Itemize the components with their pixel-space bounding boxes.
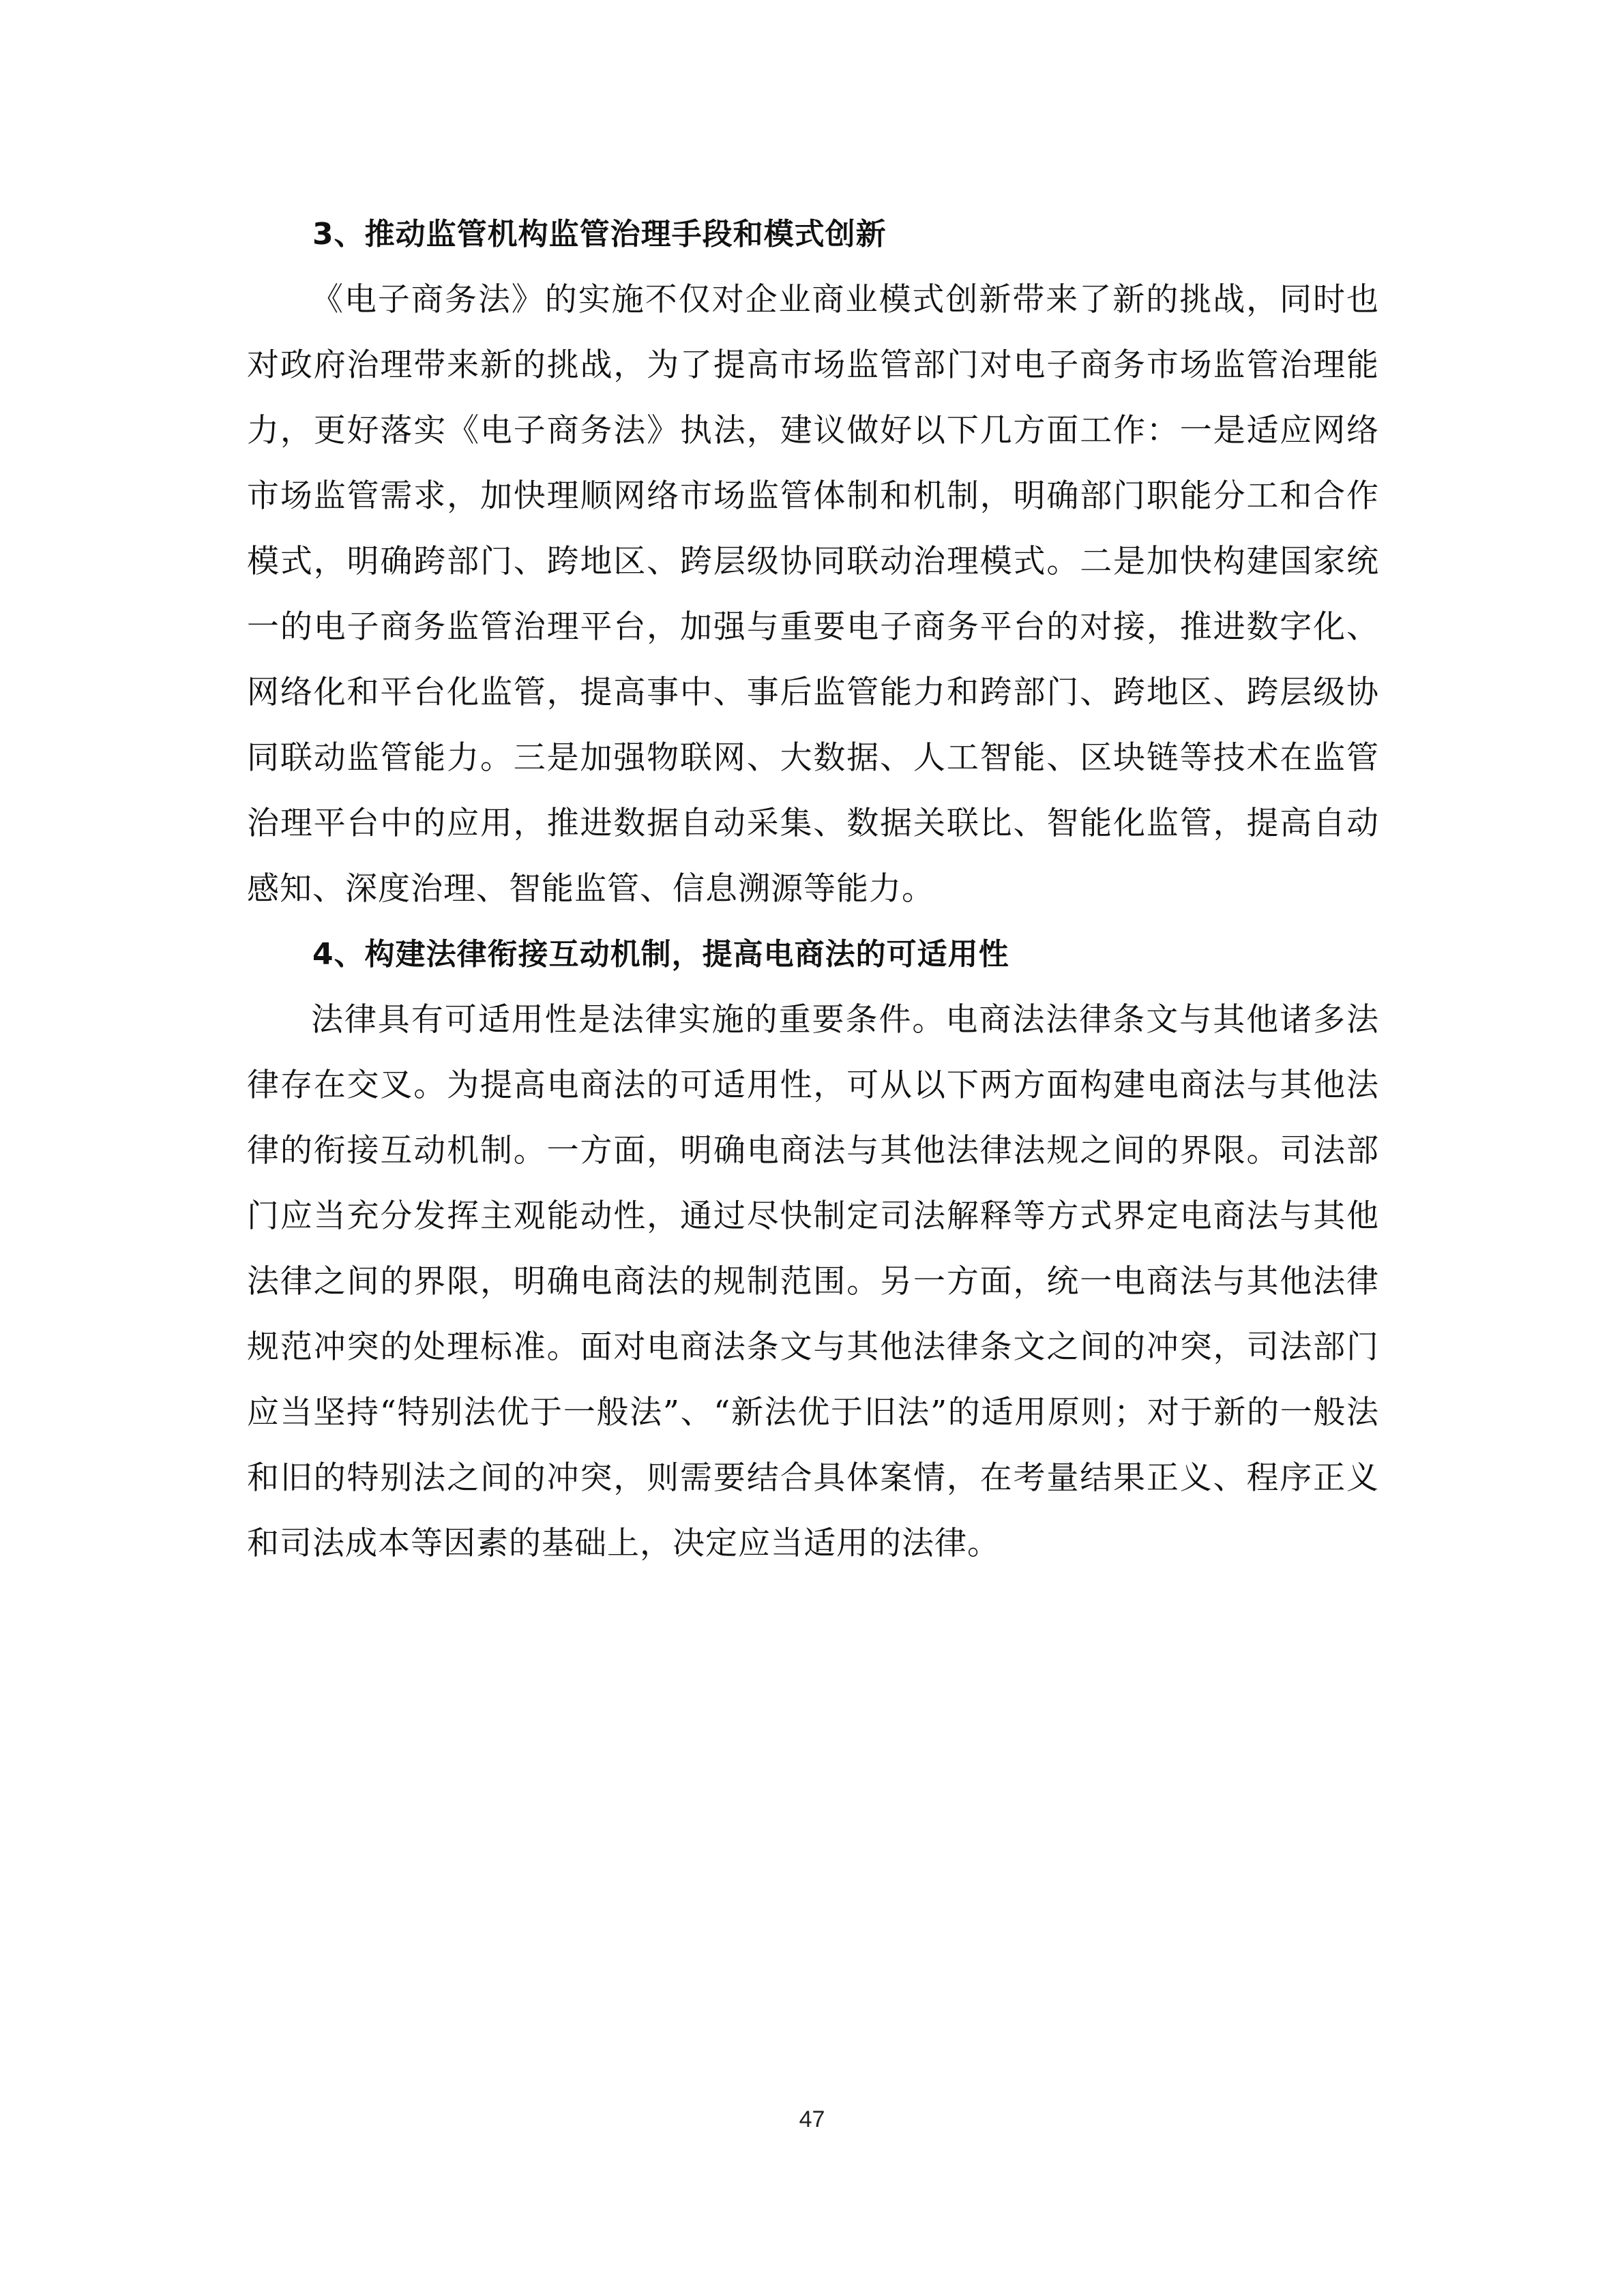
- section-heading-4: 4、构建法律衔接互动机制，提高电商法的可适用性: [312, 937, 1009, 972]
- section-heading-3: 3、推动监管机构监管治理手段和模式创新: [312, 217, 887, 252]
- section-paragraph-4: 法律具有可适用性是法律实施的重要条件。电商法法律条文与其他诸多法律存在交叉。为提高电商法的可适用性，可从以下两方面构建电商法与其他法律的衔接互动机制。一方面，明确电商法与其他法律法规之间的界限。司法部门应当充分发挥主观能动性，通过尽快制定司法解释等方式界定电商法与其他法律之间的界限，明确电商法的规制范围。另一方面，统一电商法与其他法律规范冲突的处理标准。面对电商法条文与其他法律条文之间的冲突，司法部门应当坚持“特别法优于一般法”、“新法优于旧法”的适用原则；对于新的一般法和旧的特别法之间的冲突，则需要结合具体案情，在考量结果正义、程序正义和司法成本等因素的基础上，决定应当适用的法律。: [247, 1001, 1379, 1562]
- page-number: 47: [799, 2106, 825, 2132]
- page-content: [247, 202, 1379, 1577]
- section-paragraph-3: 《电子商务法》的实施不仅对企业商业模式创新带来了新的挑战，同时也对政府治理带来新的挑战，为了提高市场监管部门对电子商务市场监管治理能力，更好落实《电子商务法》执法，建议做好以下几方面工作：一是适应网络市场监管需求，加快理顺网络市场监管体制和机制，明确部门职能分工和合作模式，明确跨部门、跨地区、跨层级协同联动治理模式。二是加快构建国家统一的电子商务监管治理平台，加强与重要电子商务平台的对接，推进数字化、网络化和平台化监管，提高事中、事后监管能力和跨部门、跨地区、跨层级协同联动监管能力。三是加强物联网、大数据、人工智能、区块链等技术在监管治理平台中的应用，推进数据自动采集、数据关联比、智能化监管，提高自动感知、深度治理、智能监管、信息溯源等能力。: [247, 281, 1379, 908]
